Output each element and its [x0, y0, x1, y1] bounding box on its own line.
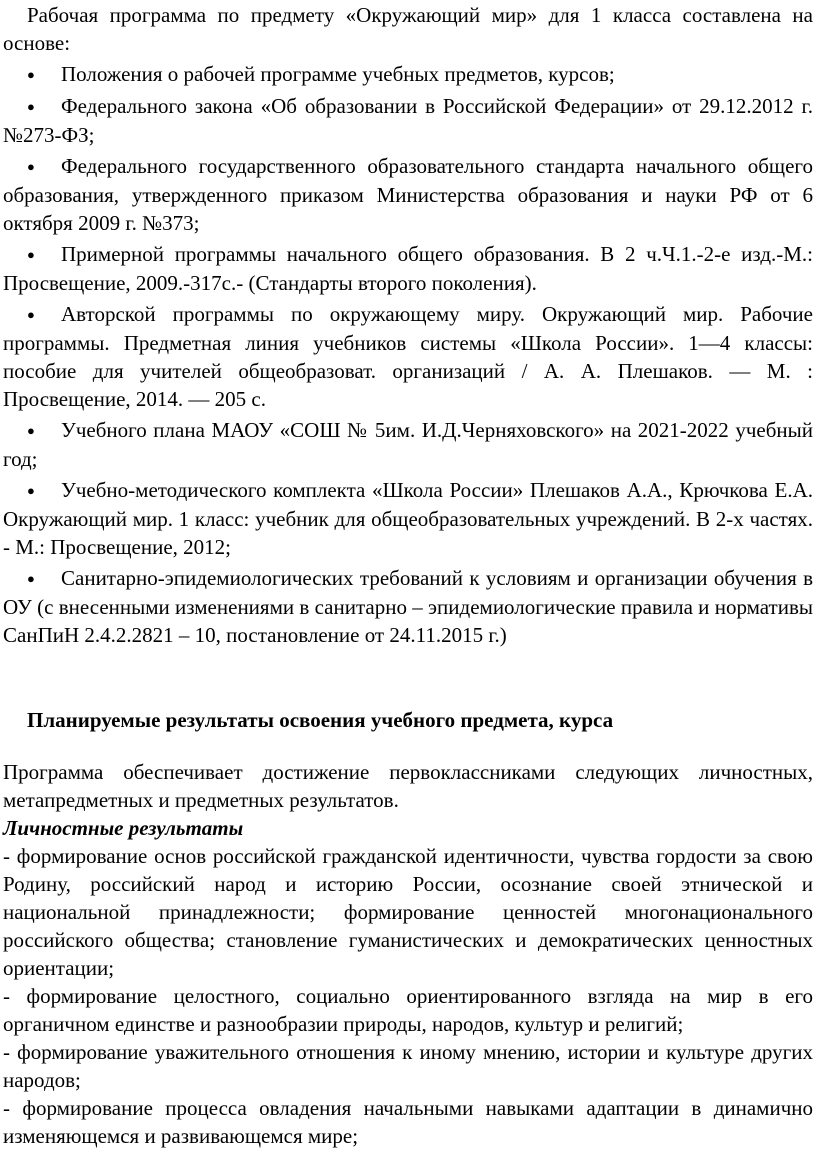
- basis-list-item: [3, 476, 813, 561]
- bullet-icon: ●: [27, 159, 35, 174]
- section-lead-paragraph: Программа обеспечивает достижение первоклассниками следующих личностных, метапредметных и предметных результатов.: [3, 760, 813, 812]
- basis-item-text: Авторской программы по окружающему миру. Окружающий мир. Рабочие программы. Предметная линия учебников системы «Школа России». 1—4 классы: пособие для учителей общеобразоват. организаций / А. А. Плешаков. — М. : Просвещение, 2014. — 205 с.: [3, 302, 813, 411]
- bullet-icon: ●: [27, 423, 35, 438]
- basis-list-item: [3, 152, 813, 237]
- basis-item-text: Положения о рабочей программе учебных предметов, курсов;: [61, 62, 615, 86]
- basis-list-item: [3, 564, 813, 649]
- basis-list: [3, 60, 813, 649]
- basis-item-text: Санитарно-эпидемиологических требований к условиям и организации обучения в ОУ (с внесенными изменениями в санитарно – эпидемиологические правила и нормативы СанПиН 2.4.2.2821 – 10, постановление от 24.11.2015 г.): [3, 566, 813, 647]
- bullet-icon: ●: [27, 247, 35, 262]
- basis-list-item: [3, 240, 813, 297]
- basis-list-item: [3, 416, 813, 473]
- bullet-icon: ●: [27, 483, 35, 498]
- document-page: [3, 0, 813, 1150]
- personal-result-item: - формирование целостного, социально ориентированного взгляда на мир в его органичном единстве и разнообразии природы, народов, культур и религий;: [3, 984, 813, 1036]
- bullet-icon: ●: [27, 99, 35, 114]
- bullet-icon: ●: [27, 307, 35, 322]
- basis-list-item: [3, 92, 813, 149]
- basis-list-item: [3, 60, 813, 89]
- basis-list-item: [3, 300, 813, 413]
- intro-paragraph: Рабочая программа по предмету «Окружающий мир» для 1 класса составлена на основе:: [3, 3, 813, 55]
- bullet-icon: ●: [27, 67, 35, 82]
- personal-result-item: - формирование процесса овладения начальными навыками адаптации в динамично изменяющемся и развивающемся мире;: [3, 1096, 813, 1148]
- basis-item-text: Федерального закона «Об образовании в Российской Федерации» от 29.12.2012 г. №273-ФЗ;: [3, 94, 813, 147]
- basis-item-text: Учебного плана МАОУ «СОШ № 5им. И.Д.Черняховского» на 2021-2022 учебный год;: [3, 418, 813, 471]
- section-title: Планируемые результаты освоения учебного предмета, курса: [27, 708, 614, 732]
- basis-item-text: Федерального государственного образовательного стандарта начального общего образования, утвержденного приказом Министерства образования и науки РФ от 6 октября 2009 г. №373;: [3, 154, 813, 235]
- bullet-icon: ●: [27, 571, 35, 586]
- personal-result-item: - формирование уважительного отношения к иному мнению, истории и культуре других народов;: [3, 1040, 813, 1092]
- basis-item-text: Примерной программы начального общего образования. В 2 ч.Ч.1.-2-е изд.-М.: Просвещение, 2009.-317с.- (Стандарты второго поколения).: [3, 242, 813, 295]
- personal-result-item: - формирование основ российской гражданской идентичности, чувства гордости за свою Родину, российский народ и историю России, осознание своей этнической и национальной принадлежности; формирование ценностей многонационального российского общества; становление гуманистических и демократических ценностных ориентации;: [3, 844, 813, 980]
- personal-results-heading: Личностные результаты: [3, 816, 244, 840]
- basis-item-text: Учебно-методического комплекта «Школа России» Плешаков А.А., Крючкова Е.А. Окружающий мир. 1 класс: учебник для общеобразовательных учреждений. В 2-х частях. - М.: Просвещение, 2012;: [3, 478, 813, 559]
